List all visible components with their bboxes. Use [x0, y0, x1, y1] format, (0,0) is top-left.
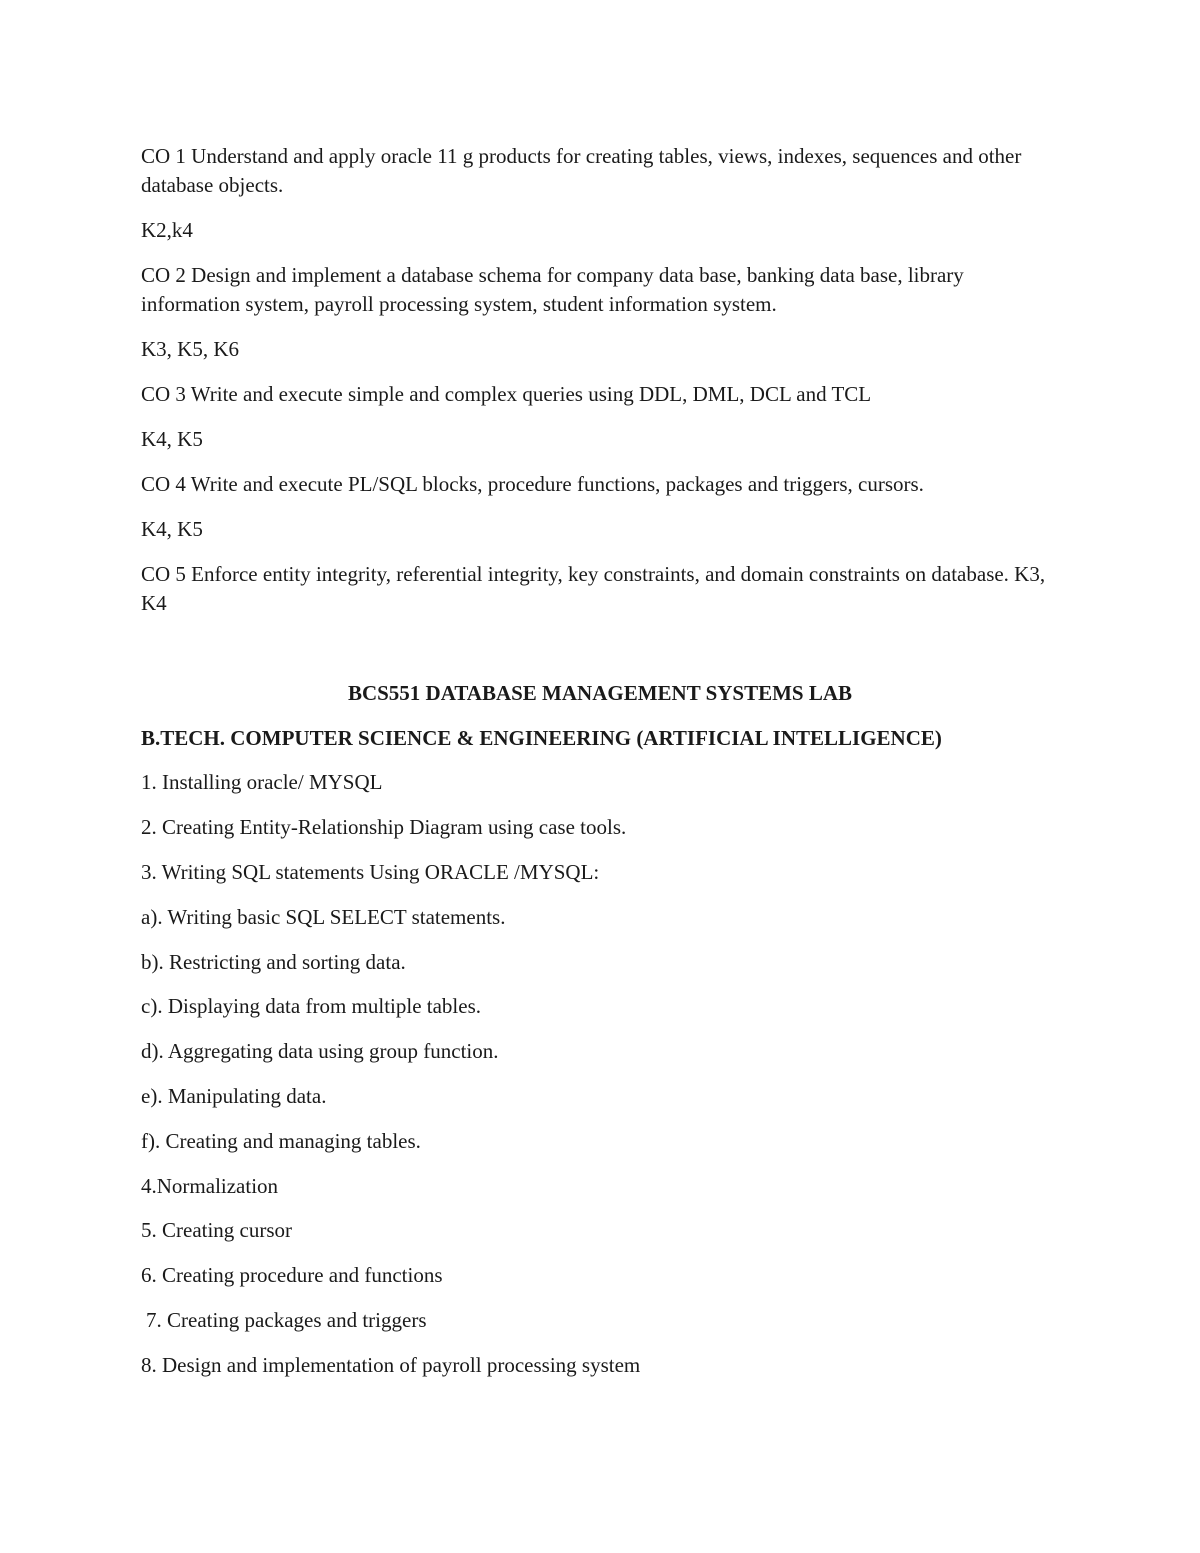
- course-outcome-2: CO 2 Design and implement a database schema for company data base, banking data base, library information system, payroll processing system, student information system.: [141, 263, 964, 316]
- course-outcome-5: CO 5 Enforce entity integrity, referential integrity, key constraints, and domain constraints on database. K3, K4: [141, 562, 1046, 615]
- experiment-item: 7. Creating packages and triggers: [146, 1308, 427, 1332]
- experiment-item: 8. Design and implementation of payroll processing system: [141, 1353, 641, 1377]
- experiment-item: 2. Creating Entity-Relationship Diagram using case tools.: [141, 815, 627, 839]
- course-outcome-3: CO 3 Write and execute simple and complex queries using DDL, DML, DCL and TCL: [141, 382, 872, 406]
- knowledge-levels-co1: K2,k4: [141, 218, 193, 242]
- knowledge-levels-co3: K4, K5: [141, 427, 203, 451]
- knowledge-levels-co2: K3, K5, K6: [141, 337, 239, 361]
- experiment-item: 3. Writing SQL statements Using ORACLE /MYSQL:: [141, 860, 600, 884]
- experiment-subitem: d). Aggregating data using group function.: [141, 1039, 499, 1063]
- course-outcome-4: CO 4 Write and execute PL/SQL blocks, procedure functions, packages and triggers, cursors.: [141, 472, 924, 496]
- course-title: BCS551 DATABASE MANAGEMENT SYSTEMS LAB: [347, 681, 853, 705]
- experiment-subitem: c). Displaying data from multiple tables.: [141, 994, 481, 1018]
- experiment-subitem: e). Manipulating data.: [141, 1084, 327, 1108]
- experiment-item: 6. Creating procedure and functions: [141, 1263, 443, 1287]
- experiment-subitem: f). Creating and managing tables.: [141, 1129, 421, 1153]
- experiment-item: 1. Installing oracle/ MYSQL: [141, 770, 383, 794]
- experiment-item: 5. Creating cursor: [141, 1218, 293, 1242]
- course-outcome-1: CO 1 Understand and apply oracle 11 g products for creating tables, views, indexes, sequences and other database objects.: [141, 144, 1022, 197]
- program-title: B.TECH. COMPUTER SCIENCE & ENGINEERING (ARTIFICIAL INTELLIGENCE): [141, 726, 942, 750]
- knowledge-levels-co4: K4, K5: [141, 517, 203, 541]
- experiment-subitem: b). Restricting and sorting data.: [141, 950, 406, 974]
- experiment-item: 4.Normalization: [141, 1174, 279, 1198]
- experiment-subitem: a). Writing basic SQL SELECT statements.: [141, 905, 506, 929]
